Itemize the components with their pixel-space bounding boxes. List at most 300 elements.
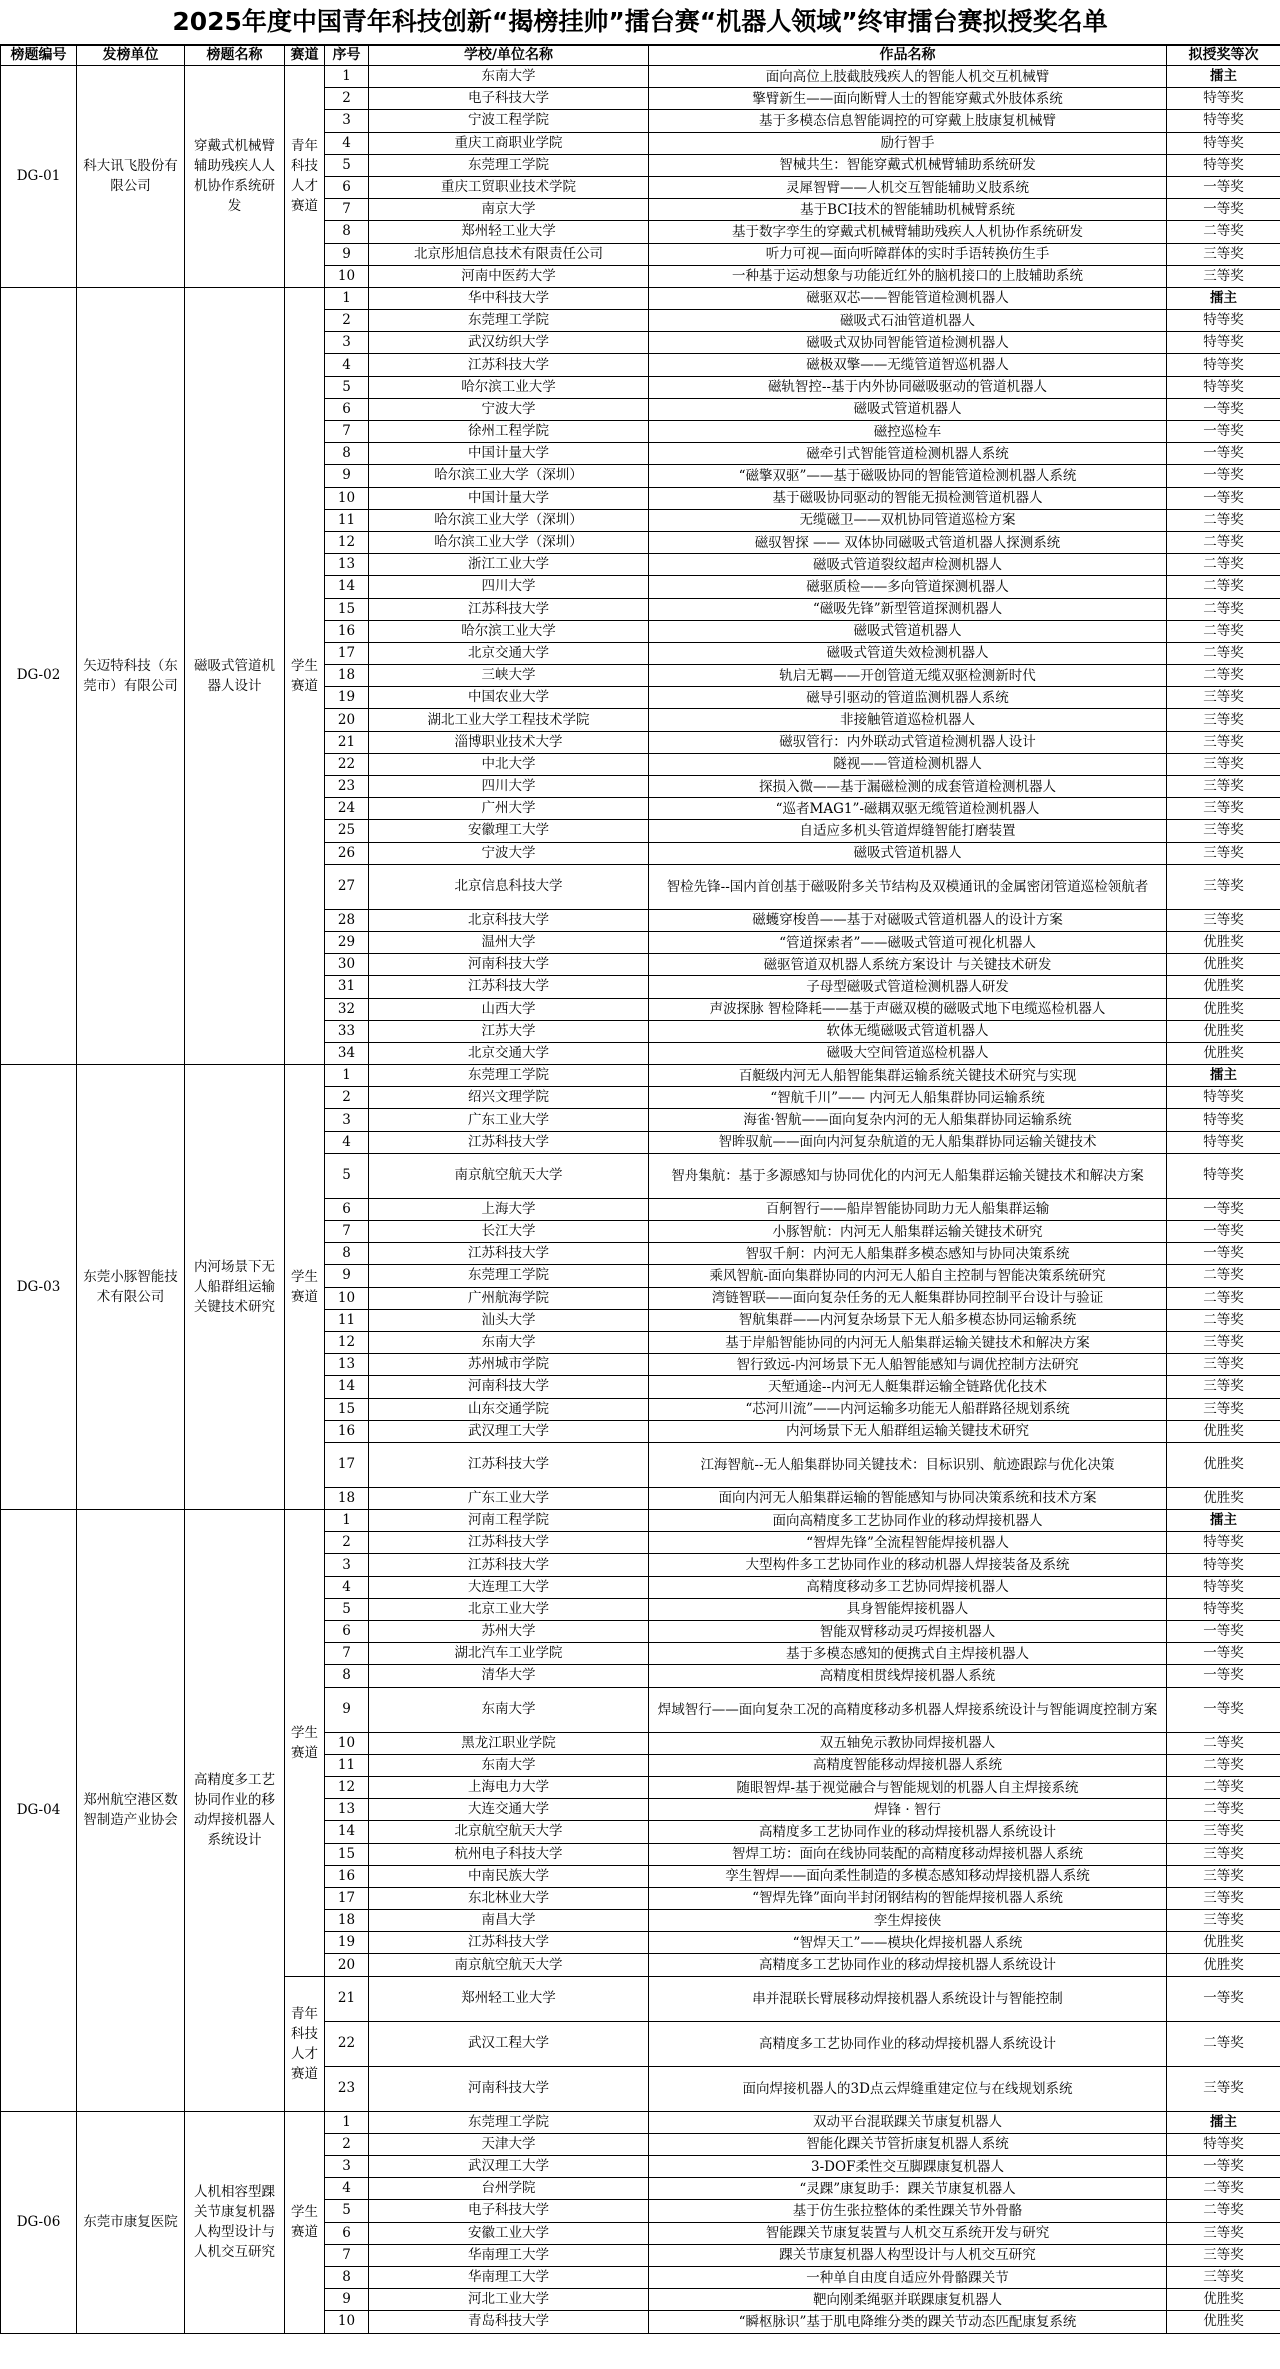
row-index: 9 — [325, 1265, 369, 1287]
award-level: 三等奖 — [1167, 842, 1280, 864]
school-name: 江苏科技大学 — [369, 354, 649, 376]
row-index: 1 — [325, 1065, 369, 1087]
row-index: 1 — [325, 66, 369, 88]
school-name: 哈尔滨工业大学 — [369, 376, 649, 398]
row-index: 4 — [325, 2178, 369, 2200]
school-name: 华中科技大学 — [369, 287, 649, 309]
work-name: 一种单自由度自适应外骨骼踝关节 — [649, 2266, 1167, 2288]
school-name: 北京交通大学 — [369, 642, 649, 664]
school-name: 北京彤旭信息技术有限责任公司 — [369, 243, 649, 265]
row-index: 9 — [325, 2289, 369, 2311]
award-level: 三等奖 — [1167, 243, 1280, 265]
issuer-name: 东莞市康复医院 — [77, 2111, 185, 2333]
school-name: 江苏科技大学 — [369, 976, 649, 998]
work-name: 自适应多机头管道焊缝智能打磨装置 — [649, 820, 1167, 842]
row-index: 4 — [325, 1576, 369, 1598]
row-index: 2 — [325, 310, 369, 332]
school-name: 江苏科技大学 — [369, 1442, 649, 1487]
row-index: 2 — [325, 1532, 369, 1554]
row-index: 10 — [325, 2311, 369, 2333]
work-name: 智驭千舸：内河无人船集群多模态感知与协同决策系统 — [649, 1243, 1167, 1265]
header-work: 作品名称 — [649, 46, 1167, 66]
work-name: 百舸智行——船岸智能协同助力无人船集群运输 — [649, 1198, 1167, 1220]
award-level: 三等奖 — [1167, 1843, 1280, 1865]
school-name: 武汉纺织大学 — [369, 332, 649, 354]
page-title: 2025年度中国青年科技创新“揭榜挂帅”擂台赛“机器人领域”终审擂台赛拟授奖名单 — [0, 0, 1280, 45]
school-name: 东莞理工学院 — [369, 310, 649, 332]
table-row — [1, 1065, 1280, 1087]
work-name: 随眼智焊-基于视觉融合与智能规划的机器人自主焊接系统 — [649, 1776, 1167, 1798]
header-track: 赛道 — [285, 46, 325, 66]
row-index: 22 — [325, 2021, 369, 2066]
award-level: 二等奖 — [1167, 1287, 1280, 1309]
school-name: 四川大学 — [369, 576, 649, 598]
school-name: 江苏科技大学 — [369, 1243, 649, 1265]
work-name: 子母型磁吸式管道检测机器人研发 — [649, 976, 1167, 998]
award-level: 优胜奖 — [1167, 1042, 1280, 1064]
school-name: 河南科技大学 — [369, 1376, 649, 1398]
school-name: 淄博职业技术大学 — [369, 731, 649, 753]
row-index: 14 — [325, 1376, 369, 1398]
award-level: 优胜奖 — [1167, 2289, 1280, 2311]
school-name: 北京科技大学 — [369, 909, 649, 931]
award-level: 优胜奖 — [1167, 1932, 1280, 1954]
school-name: 台州学院 — [369, 2178, 649, 2200]
school-name: 武汉工程大学 — [369, 2021, 649, 2066]
row-index: 28 — [325, 909, 369, 931]
award-level: 特等奖 — [1167, 1087, 1280, 1109]
school-name: 江苏科技大学 — [369, 1131, 649, 1153]
row-index: 11 — [325, 509, 369, 531]
award-level: 优胜奖 — [1167, 1954, 1280, 1976]
award-level: 特等奖 — [1167, 154, 1280, 176]
work-name: 磁牵引式智能管道检测机器人系统 — [649, 443, 1167, 465]
award-level: 一等奖 — [1167, 1621, 1280, 1643]
award-level: 优胜奖 — [1167, 1420, 1280, 1442]
school-name: 杭州电子科技大学 — [369, 1843, 649, 1865]
work-name: 孪生焊接侠 — [649, 1910, 1167, 1932]
work-name: 磁控巡检车 — [649, 421, 1167, 443]
table-row — [1, 66, 1280, 88]
work-name: 基于多模态感知的便携式自主焊接机器人 — [649, 1643, 1167, 1665]
award-level: 一等奖 — [1167, 1687, 1280, 1732]
row-index: 20 — [325, 709, 369, 731]
school-name: 湖北汽车工业学院 — [369, 1643, 649, 1665]
school-name: 中国农业大学 — [369, 687, 649, 709]
award-level: 三等奖 — [1167, 1376, 1280, 1398]
row-index: 8 — [325, 443, 369, 465]
school-name: 天津大学 — [369, 2133, 649, 2155]
award-level: 二等奖 — [1167, 665, 1280, 687]
award-level: 二等奖 — [1167, 531, 1280, 553]
work-name: 双五轴免示教协同焊接机器人 — [649, 1732, 1167, 1754]
award-level: 三等奖 — [1167, 820, 1280, 842]
school-name: 河南科技大学 — [369, 2066, 649, 2111]
work-name: 听力可视—面向听障群体的实时手语转换仿生手 — [649, 243, 1167, 265]
school-name: 河南中医药大学 — [369, 265, 649, 287]
award-level: 二等奖 — [1167, 554, 1280, 576]
school-name: 东南大学 — [369, 1687, 649, 1732]
award-level: 特等奖 — [1167, 110, 1280, 132]
work-name: 智能踝关节康复装置与人机交互系统开发与研究 — [649, 2222, 1167, 2244]
school-name: 苏州城市学院 — [369, 1354, 649, 1376]
school-name: 中国计量大学 — [369, 487, 649, 509]
work-name: 焊锋 · 智行 — [649, 1799, 1167, 1821]
track-name: 学生赛道 — [285, 2111, 325, 2333]
row-index: 6 — [325, 1621, 369, 1643]
award-level: 擂主 — [1167, 2111, 1280, 2133]
row-index: 4 — [325, 132, 369, 154]
topic-code: DG-02 — [1, 287, 77, 1064]
school-name: 武汉理工大学 — [369, 1420, 649, 1442]
award-level: 二等奖 — [1167, 2200, 1280, 2222]
row-index: 19 — [325, 1932, 369, 1954]
row-index: 4 — [325, 1131, 369, 1153]
row-index: 2 — [325, 88, 369, 110]
work-name: 孪生智焊——面向柔性制造的多模态感知移动焊接机器人系统 — [649, 1865, 1167, 1887]
award-level: 三等奖 — [1167, 2222, 1280, 2244]
award-level: 特等奖 — [1167, 1598, 1280, 1620]
row-index: 23 — [325, 2066, 369, 2111]
row-index: 13 — [325, 554, 369, 576]
school-name: 哈尔滨工业大学（深圳） — [369, 465, 649, 487]
work-name: 靶向刚柔绳驱并联踝康复机器人 — [649, 2289, 1167, 2311]
work-name: 双动平台混联踝关节康复机器人 — [649, 2111, 1167, 2133]
row-index: 14 — [325, 576, 369, 598]
work-name: “智焊天工”——模块化焊接机器人系统 — [649, 1932, 1167, 1954]
school-name: 河南工程学院 — [369, 1510, 649, 1532]
work-name: 智焊工坊：面向在线协同装配的高精度移动焊接机器人系统 — [649, 1843, 1167, 1865]
work-name: 大型构件多工艺协同作业的移动机器人焊接装备及系统 — [649, 1554, 1167, 1576]
school-name: 东北林业大学 — [369, 1887, 649, 1909]
school-name: 华南理工大学 — [369, 2266, 649, 2288]
award-level: 特等奖 — [1167, 376, 1280, 398]
row-index: 18 — [325, 665, 369, 687]
row-index: 2 — [325, 2133, 369, 2155]
work-name: 高精度相贯线焊接机器人系统 — [649, 1665, 1167, 1687]
row-index: 18 — [325, 1487, 369, 1509]
work-name: 高精度多工艺协同作业的移动焊接机器人系统设计 — [649, 2021, 1167, 2066]
track-name: 学生赛道 — [285, 287, 325, 1064]
row-index: 29 — [325, 931, 369, 953]
row-index: 13 — [325, 1799, 369, 1821]
award-level: 三等奖 — [1167, 864, 1280, 909]
issuer-name: 科大讯飞股份有限公司 — [77, 66, 185, 288]
award-level: 特等奖 — [1167, 1153, 1280, 1198]
work-name: 基于BCI技术的智能辅助机械臂系统 — [649, 199, 1167, 221]
row-index: 6 — [325, 2222, 369, 2244]
award-level: 优胜奖 — [1167, 976, 1280, 998]
work-name: 磁轨智控--基于内外协同磁吸驱动的管道机器人 — [649, 376, 1167, 398]
school-name: 湖北工业大学工程技术学院 — [369, 709, 649, 731]
row-index: 15 — [325, 598, 369, 620]
school-name: 中南民族大学 — [369, 1865, 649, 1887]
school-name: 山东交通学院 — [369, 1398, 649, 1420]
row-index: 31 — [325, 976, 369, 998]
header-index: 序号 — [325, 46, 369, 66]
school-name: 北京信息科技大学 — [369, 864, 649, 909]
award-level: 二等奖 — [1167, 1799, 1280, 1821]
row-index: 3 — [325, 1554, 369, 1576]
row-index: 10 — [325, 487, 369, 509]
school-name: 哈尔滨工业大学（深圳） — [369, 509, 649, 531]
work-name: 智械共生：智能穿戴式机械臂辅助系统研发 — [649, 154, 1167, 176]
work-name: 磁驱质检——多向管道探测机器人 — [649, 576, 1167, 598]
work-name: 磁吸式石油管道机器人 — [649, 310, 1167, 332]
header-topic: 榜题名称 — [185, 46, 285, 66]
row-index: 6 — [325, 1198, 369, 1220]
row-index: 17 — [325, 1442, 369, 1487]
work-name: 无缆磁卫——双机协同管道巡检方案 — [649, 509, 1167, 531]
row-index: 8 — [325, 221, 369, 243]
row-index: 11 — [325, 1754, 369, 1776]
award-level: 三等奖 — [1167, 1354, 1280, 1376]
award-level: 特等奖 — [1167, 310, 1280, 332]
row-index: 8 — [325, 1243, 369, 1265]
award-level: 三等奖 — [1167, 909, 1280, 931]
work-name: “管道探索者”——磁吸式管道可视化机器人 — [649, 931, 1167, 953]
row-index: 7 — [325, 1221, 369, 1243]
school-name: 重庆工贸职业技术学院 — [369, 176, 649, 198]
award-level: 特等奖 — [1167, 1109, 1280, 1131]
school-name: 东莞理工学院 — [369, 154, 649, 176]
award-level: 特等奖 — [1167, 1532, 1280, 1554]
row-index: 27 — [325, 864, 369, 909]
school-name: 宁波大学 — [369, 398, 649, 420]
row-index: 7 — [325, 1643, 369, 1665]
topic-name: 穿戴式机械臂辅助残疾人人机协作系统研发 — [185, 66, 285, 288]
award-level: 一等奖 — [1167, 2156, 1280, 2178]
row-index: 6 — [325, 398, 369, 420]
header-award: 拟授奖等次 — [1167, 46, 1280, 66]
award-level: 二等奖 — [1167, 1265, 1280, 1287]
work-name: 磁吸式管道裂纹超声检测机器人 — [649, 554, 1167, 576]
award-level: 特等奖 — [1167, 88, 1280, 110]
work-name: 高精度移动多工艺协同焊接机器人 — [649, 1576, 1167, 1598]
award-level: 三等奖 — [1167, 1865, 1280, 1887]
work-name: “瞬枢脉识”基于肌电降维分类的踝关节动态匹配康复系统 — [649, 2311, 1167, 2333]
work-name: 磁驱管道双机器人系统方案设计 与关键技术研发 — [649, 954, 1167, 976]
school-name: 东南大学 — [369, 1331, 649, 1353]
work-name: 高精度智能移动焊接机器人系统 — [649, 1754, 1167, 1776]
school-name: 北京交通大学 — [369, 1042, 649, 1064]
school-name: 河南科技大学 — [369, 954, 649, 976]
row-index: 3 — [325, 110, 369, 132]
award-level: 优胜奖 — [1167, 1487, 1280, 1509]
row-index: 2 — [325, 1087, 369, 1109]
award-level: 特等奖 — [1167, 2133, 1280, 2155]
work-name: 智航集群——内河复杂场景下无人船多模态协同运输系统 — [649, 1309, 1167, 1331]
award-level: 三等奖 — [1167, 1821, 1280, 1843]
row-index: 7 — [325, 421, 369, 443]
award-level: 优胜奖 — [1167, 954, 1280, 976]
row-index: 10 — [325, 1732, 369, 1754]
award-table-body — [1, 66, 1280, 2334]
work-name: 高精度多工艺协同作业的移动焊接机器人系统设计 — [649, 1954, 1167, 1976]
row-index: 21 — [325, 731, 369, 753]
work-name: 磁吸大空间管道巡检机器人 — [649, 1042, 1167, 1064]
work-name: 乘风智航-面向集群协同的内河无人船自主控制与智能决策系统研究 — [649, 1265, 1167, 1287]
school-name: 广东工业大学 — [369, 1109, 649, 1131]
work-name: 高精度多工艺协同作业的移动焊接机器人系统设计 — [649, 1821, 1167, 1843]
row-index: 32 — [325, 998, 369, 1020]
school-name: 南京航空航天大学 — [369, 1153, 649, 1198]
award-level: 特等奖 — [1167, 132, 1280, 154]
work-name: 轨启无羁——开创管道无缆双驱检测新时代 — [649, 665, 1167, 687]
school-name: 东南大学 — [369, 66, 649, 88]
school-name: 南京大学 — [369, 199, 649, 221]
row-index: 16 — [325, 620, 369, 642]
award-level: 三等奖 — [1167, 1331, 1280, 1353]
row-index: 16 — [325, 1865, 369, 1887]
work-name: “智焊先锋”面向半封闭钢结构的智能焊接机器人系统 — [649, 1887, 1167, 1909]
row-index: 26 — [325, 842, 369, 864]
row-index: 34 — [325, 1042, 369, 1064]
school-name: 宁波工程学院 — [369, 110, 649, 132]
award-level: 特等奖 — [1167, 1131, 1280, 1153]
award-level: 优胜奖 — [1167, 1020, 1280, 1042]
school-name: 宁波大学 — [369, 842, 649, 864]
work-name: 智行致远-内河场景下无人船智能感知与调优控制方法研究 — [649, 1354, 1167, 1376]
school-name: 东莞理工学院 — [369, 2111, 649, 2133]
row-index: 8 — [325, 1665, 369, 1687]
table-row — [1, 287, 1280, 309]
award-level: 一等奖 — [1167, 1221, 1280, 1243]
school-name: 电子科技大学 — [369, 2200, 649, 2222]
award-level: 二等奖 — [1167, 576, 1280, 598]
row-index: 10 — [325, 265, 369, 287]
school-name: 中北大学 — [369, 753, 649, 775]
row-index: 10 — [325, 1287, 369, 1309]
topic-code: DG-04 — [1, 1510, 77, 2112]
topic-code: DG-06 — [1, 2111, 77, 2333]
school-name: 东南大学 — [369, 1754, 649, 1776]
school-name: 东莞理工学院 — [369, 1265, 649, 1287]
work-name: 智检先锋--国内首创基于磁吸附多关节结构及双模通讯的金属密闭管道巡检领航者 — [649, 864, 1167, 909]
topic-code: DG-03 — [1, 1065, 77, 1510]
row-index: 1 — [325, 287, 369, 309]
row-index: 6 — [325, 176, 369, 198]
work-name: 串并混联长臂展移动焊接机器人系统设计与智能控制 — [649, 1976, 1167, 2021]
work-name: “磁擎双驱”——基于磁吸协同的智能管道检测机器人系统 — [649, 465, 1167, 487]
award-level: 擂主 — [1167, 1065, 1280, 1087]
award-level: 二等奖 — [1167, 598, 1280, 620]
row-index: 13 — [325, 1354, 369, 1376]
work-name: 基于磁吸协同驱动的智能无损检测管道机器人 — [649, 487, 1167, 509]
school-name: 青岛科技大学 — [369, 2311, 649, 2333]
award-level: 三等奖 — [1167, 265, 1280, 287]
table-row — [1, 1510, 1280, 1532]
award-table — [0, 45, 1280, 2334]
school-name: 黑龙江职业学院 — [369, 1732, 649, 1754]
award-level: 一等奖 — [1167, 443, 1280, 465]
award-level: 优胜奖 — [1167, 931, 1280, 953]
work-name: 面向高位上肢截肢残疾人的智能人机交互机械臂 — [649, 66, 1167, 88]
work-name: 3-DOF柔性交互脚踝康复机器人 — [649, 2156, 1167, 2178]
school-name: 北京工业大学 — [369, 1598, 649, 1620]
school-name: 重庆工商职业学院 — [369, 132, 649, 154]
work-name: 一种基于运动想象与功能近红外的脑机接口的上肢辅助系统 — [649, 265, 1167, 287]
award-level: 一等奖 — [1167, 199, 1280, 221]
row-index: 5 — [325, 154, 369, 176]
work-name: 智能双臂移动灵巧焊接机器人 — [649, 1621, 1167, 1643]
school-name: 苏州大学 — [369, 1621, 649, 1643]
school-name: 北京航空航天大学 — [369, 1821, 649, 1843]
row-index: 23 — [325, 776, 369, 798]
award-level: 二等奖 — [1167, 1732, 1280, 1754]
work-name: 百艇级内河无人船智能集群运输系统关键技术研究与实现 — [649, 1065, 1167, 1087]
row-index: 15 — [325, 1398, 369, 1420]
header-school: 学校/单位名称 — [369, 46, 649, 66]
work-name: 磁蠖穿梭兽——基于对磁吸式管道机器人的设计方案 — [649, 909, 1167, 931]
school-name: 武汉理工大学 — [369, 2156, 649, 2178]
row-index: 19 — [325, 687, 369, 709]
track-name: 青年科技人才赛道 — [285, 1976, 325, 2111]
row-index: 8 — [325, 2266, 369, 2288]
school-name: 长江大学 — [369, 1221, 649, 1243]
school-name: 江苏科技大学 — [369, 1532, 649, 1554]
award-level: 一等奖 — [1167, 1198, 1280, 1220]
school-name: 安徽工业大学 — [369, 2222, 649, 2244]
work-name: 灵犀智臂——人机交互智能辅助义肢系统 — [649, 176, 1167, 198]
row-index: 12 — [325, 1776, 369, 1798]
row-index: 14 — [325, 1821, 369, 1843]
school-name: 郑州轻工业大学 — [369, 1976, 649, 2021]
school-name: 哈尔滨工业大学 — [369, 620, 649, 642]
row-index: 5 — [325, 1598, 369, 1620]
school-name: 大连理工大学 — [369, 1576, 649, 1598]
school-name: 南昌大学 — [369, 1910, 649, 1932]
school-name: 山西大学 — [369, 998, 649, 1020]
award-level: 二等奖 — [1167, 1309, 1280, 1331]
school-name: 郑州轻工业大学 — [369, 221, 649, 243]
award-level: 三等奖 — [1167, 1398, 1280, 1420]
school-name: 四川大学 — [369, 776, 649, 798]
work-name: “灵踝”康复助手：踝关节康复机器人 — [649, 2178, 1167, 2200]
row-index: 5 — [325, 376, 369, 398]
work-name: “芯河川流”——内河运输多功能无人船群路径规划系统 — [649, 1398, 1167, 1420]
school-name: 广州航海学院 — [369, 1287, 649, 1309]
work-name: 智能化踝关节管折康复机器人系统 — [649, 2133, 1167, 2155]
award-level: 一等奖 — [1167, 1243, 1280, 1265]
header-row — [1, 46, 1280, 66]
row-index: 7 — [325, 199, 369, 221]
row-index: 12 — [325, 531, 369, 553]
award-level: 二等奖 — [1167, 221, 1280, 243]
work-name: “磁吸先锋”新型管道探测机器人 — [649, 598, 1167, 620]
work-name: 小豚智航：内河无人船集群运输关键技术研究 — [649, 1221, 1167, 1243]
work-name: 面向高精度多工艺协同作业的移动焊接机器人 — [649, 1510, 1167, 1532]
work-name: 磁吸式管道机器人 — [649, 398, 1167, 420]
issuer-name: 矢迈特科技（东莞市）有限公司 — [77, 287, 185, 1064]
work-name: 江海智航--无人船集群协同关键技术：目标识别、航迹跟踪与优化决策 — [649, 1442, 1167, 1487]
row-index: 33 — [325, 1020, 369, 1042]
work-name: 内河场景下无人船群组运输关键技术研究 — [649, 1420, 1167, 1442]
row-index: 1 — [325, 2111, 369, 2133]
work-name: 面向内河无人船集群运输的智能感知与协同决策系统和技术方案 — [649, 1487, 1167, 1509]
school-name: 上海电力大学 — [369, 1776, 649, 1798]
award-level: 三等奖 — [1167, 776, 1280, 798]
work-name: 探损入微——基于漏磁检测的成套管道检测机器人 — [649, 776, 1167, 798]
work-name: 面向焊接机器人的3D点云焊缝重建定位与在线规划系统 — [649, 2066, 1167, 2111]
school-name: 华南理工大学 — [369, 2244, 649, 2266]
award-level: 二等奖 — [1167, 1776, 1280, 1798]
header-code: 榜题编号 — [1, 46, 77, 66]
school-name: 三峡大学 — [369, 665, 649, 687]
topic-name: 高精度多工艺协同作业的移动焊接机器人系统设计 — [185, 1510, 285, 2112]
award-level: 二等奖 — [1167, 509, 1280, 531]
school-name: 江苏科技大学 — [369, 1554, 649, 1576]
